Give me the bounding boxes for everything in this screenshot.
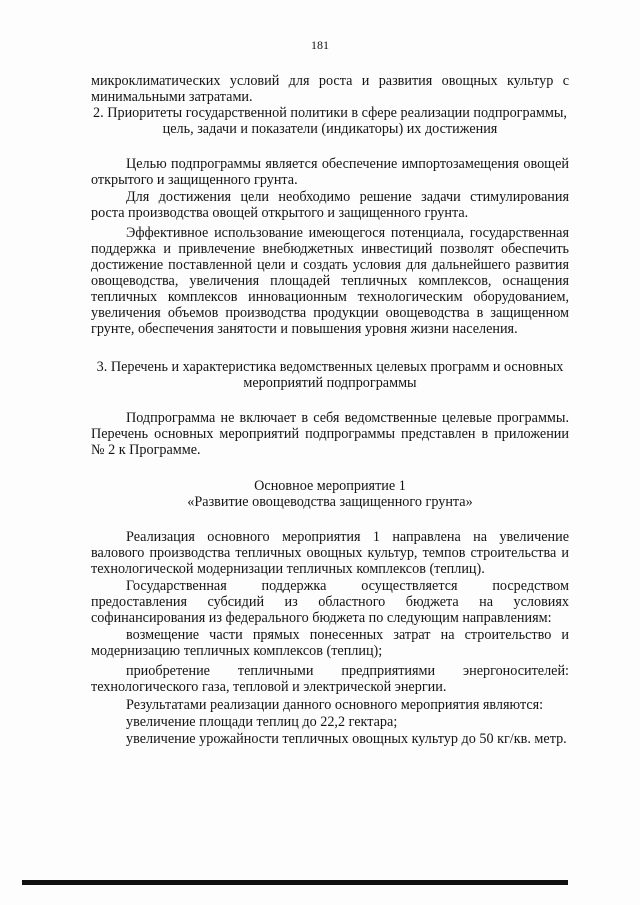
paragraph-state-support: Государственная поддержка осуществляется посредством предоставления субсидий из областного бюджета на условиях софинансирования из федерального бюджета по следующим направлениям:: [91, 578, 569, 626]
paragraph-implementation: Реализация основного мероприятия 1 направлена на увеличение валового производства тепличных овощных культур, темпов строительства и технологической модернизации тепличных комплексов (теплиц).: [91, 529, 569, 577]
section-heading-3: 3. Перечень и характеристика ведомственных целевых программ и основных мероприятий подпрограммы: [96, 359, 564, 391]
paragraph-energy: приобретение тепличными предприятиями энергоносителей: технологического газа, тепловой и электрической энергии.: [91, 663, 569, 695]
result-area: увеличение площади теплиц до 22,2 гектара;: [126, 714, 398, 730]
section-heading-2: 2. Приоритеты государственной политики в сфере реализации подпрограммы, цель, задачи и показатели (индикаторы) их достижения: [93, 105, 567, 137]
paragraph-effective-use: Эффективное использование имеющегося потенциала, государственная поддержка и привлечение внебюджетных инвестиций позволят обеспечить достижение поставленной цели и создать условия для дальнейшего развития овощеводства, увеличения площадей тепличных комплексов, оснащения тепличных комплексов инновационным технологическим оборудованием, увеличения объемов производства продукции овощеводства в защищенном грунте, обеспечения занятости и повышения уровня жизни населения.: [91, 225, 569, 337]
paragraph-results: Результатами реализации данного основного мероприятия являются:: [126, 697, 544, 713]
paragraph-continuation: микроклиматических условий для роста и развития овощных культур с минимальными затратами.: [91, 73, 569, 105]
paragraph-goal: Целью подпрограммы является обеспечение импортозамещения овощей открытого и защищенного грунта.: [91, 156, 569, 188]
paragraph-task: Для достижения цели необходимо решение задачи стимулирования роста производства овощей открытого и защищенного грунта.: [91, 189, 569, 221]
result-yield: увеличение урожайности тепличных овощных культур до 50 кг/кв. метр.: [126, 731, 567, 747]
paragraph-reimbursement: возмещение части прямых понесенных затрат на строительство и модернизацию тепличных комплексов (теплиц);: [91, 627, 569, 659]
measure-subtitle: «Развитие овощеводства защищенного грунта»: [187, 494, 473, 510]
measure-title: Основное мероприятие 1: [254, 478, 406, 494]
bottom-rule: [22, 880, 568, 885]
paragraph-not-included: Подпрограмма не включает в себя ведомственные целевые программы. Перечень основных мероприятий подпрограммы представлен в приложении № 2 к Программе.: [91, 410, 569, 458]
page-number: 181: [311, 38, 329, 52]
